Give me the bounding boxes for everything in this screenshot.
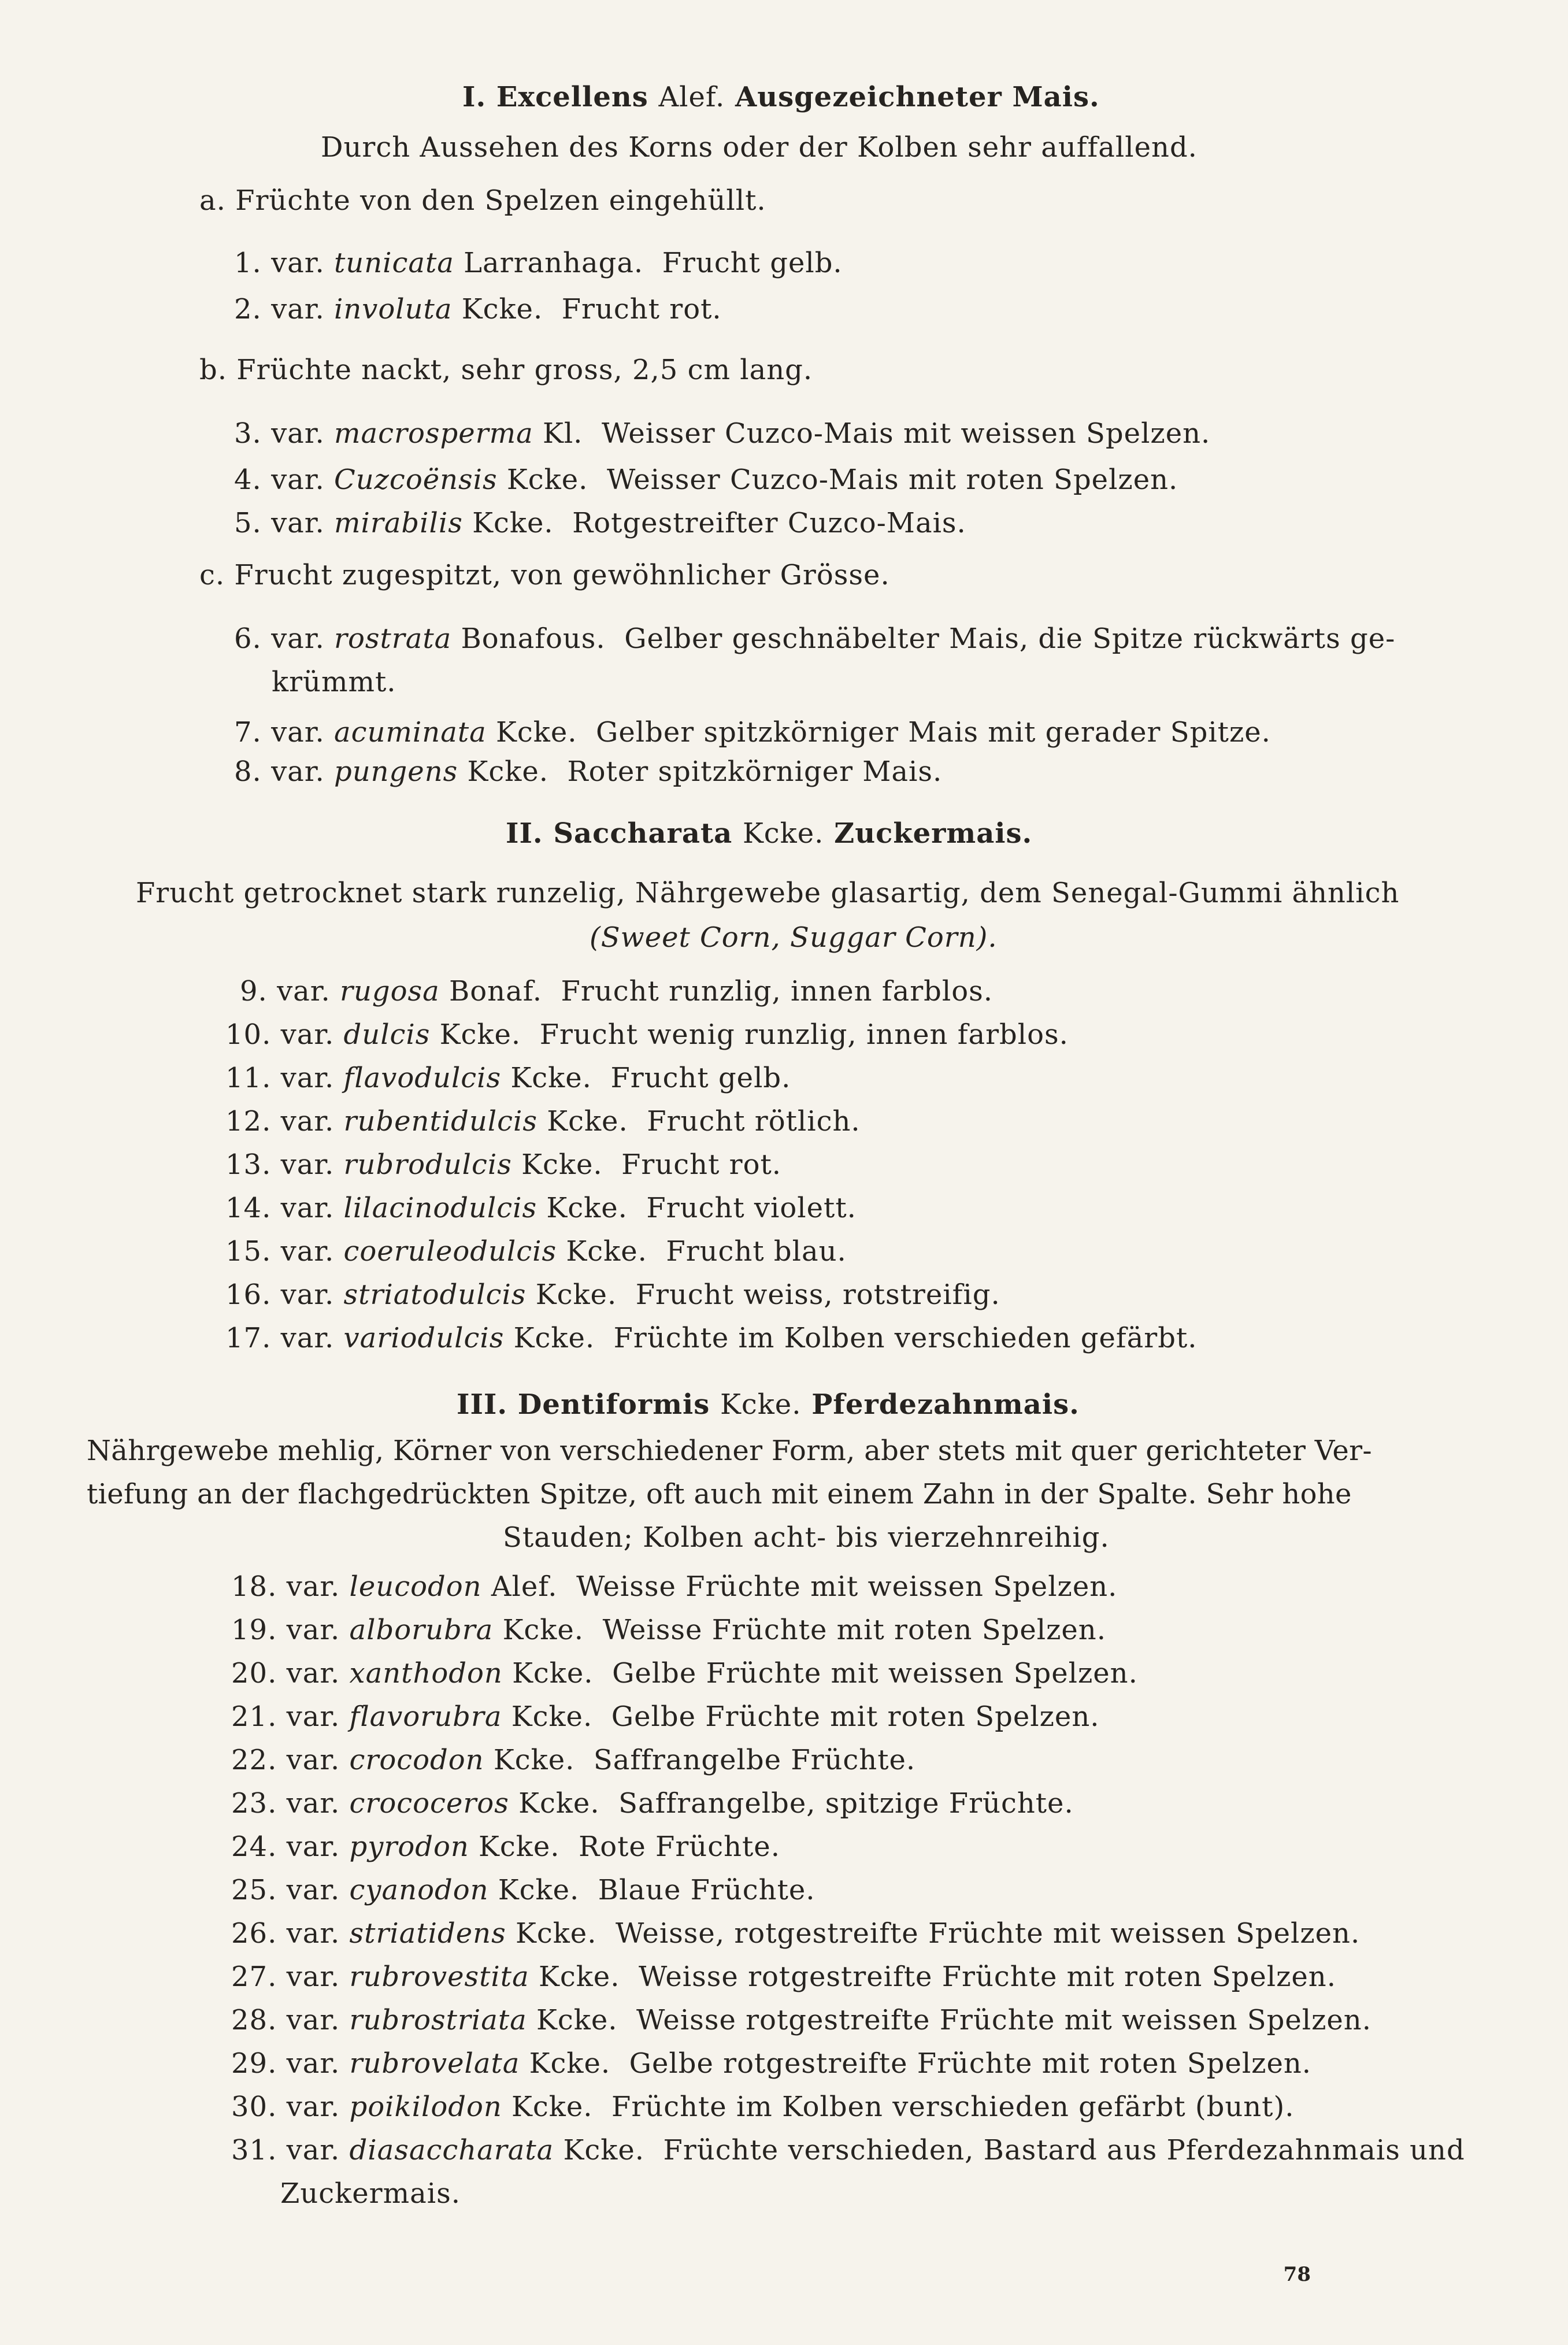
variety-entry: 5. var. mirabilis Kcke. Rotgestreifter Cuzco-Mais. (234, 507, 966, 539)
page-number: 78 (1283, 2263, 1311, 2286)
variety-entry-continuation: krümmt. (272, 666, 396, 698)
group-heading: b. Früchte nackt, sehr gross, 2,5 cm lang. (199, 354, 813, 386)
variety-name: crococeros (349, 1787, 509, 1820)
variety-entry: 22. var. crocodon Kcke. Saffrangelbe Früchte. (231, 1744, 916, 1776)
section-author: Alef. (658, 81, 725, 113)
section-heading-3 (457, 1387, 1080, 1422)
variety-entry: 9. var. rugosa Bonaf. Frucht runzlig, innen farblos. (240, 975, 993, 1007)
variety-entry: 3. var. macrosperma Kl. Weisser Cuzco-Mais mit weissen Spelzen. (234, 417, 1211, 450)
variety-entry: 2. var. involuta Kcke. Frucht rot. (234, 293, 722, 325)
variety-name: lilacinodulcis (343, 1192, 538, 1224)
variety-name: cyanodon (349, 1874, 489, 1906)
variety-name: involuta (334, 293, 453, 325)
variety-entry: 26. var. striatidens Kcke. Weisse, rotgestreifte Früchte mit weissen Spelzen. (231, 1917, 1361, 1950)
variety-entry: 31. var. diasaccharata Kcke. Früchte verschieden, Bastard aus Pferdezahnmais und (231, 2134, 1465, 2166)
variety-name: rubrodulcis (343, 1149, 512, 1181)
section-description-continuation: (Sweet Corn, Suggar Corn). (590, 921, 998, 954)
group-heading: a. Früchte von den Spelzen eingehüllt. (199, 184, 766, 217)
variety-entry: 18. var. leucodon Alef. Weisse Früchte mit weissen Spelzen. (231, 1570, 1118, 1603)
variety-name: rubentidulcis (343, 1105, 538, 1138)
variety-entry: 25. var. cyanodon Kcke. Blaue Früchte. (231, 1874, 815, 1906)
variety-name: macrosperma (334, 417, 533, 450)
variety-name: Cuzcoënsis (334, 464, 498, 496)
variety-name: alborubra (349, 1614, 494, 1646)
variety-entry: 16. var. striatodulcis Kcke. Frucht weiss, rotstreifig. (225, 1279, 1000, 1311)
variety-entry: 24. var. pyrodon Kcke. Rote Früchte. (231, 1831, 780, 1863)
variety-name: leucodon (349, 1570, 482, 1603)
section-heading-2 (506, 816, 1032, 851)
variety-entry: 23. var. crococeros Kcke. Saffrangelbe, spitzige Früchte. (231, 1787, 1074, 1820)
variety-name: tunicata (334, 247, 454, 279)
variety-entry: 6. var. rostrata Bonafous. Gelber geschnäbelter Mais, die Spitze rückwärts ge- (234, 623, 1396, 655)
section-heading-1 (462, 80, 1100, 114)
variety-name: rubrovelata (349, 2047, 520, 2080)
variety-entry: 29. var. rubrovelata Kcke. Gelbe rotgestreifte Früchte mit roten Spelzen. (231, 2047, 1312, 2080)
variety-entry: 13. var. rubrodulcis Kcke. Frucht rot. (225, 1149, 782, 1181)
variety-entry: 20. var. xanthodon Kcke. Gelbe Früchte mit weissen Spelzen. (231, 1657, 1138, 1690)
variety-name: acuminata (334, 716, 487, 749)
variety-entry: 4. var. Cuzcoënsis Kcke. Weisser Cuzco-Mais mit roten Spelzen. (234, 464, 1178, 496)
variety-entry: 12. var. rubentidulcis Kcke. Frucht rötlich. (225, 1105, 861, 1138)
variety-name: striatodulcis (343, 1279, 527, 1311)
section-description: Stauden; Kolben acht- bis vierzehnreihig. (503, 1521, 1110, 1554)
variety-name: flavorubra (349, 1701, 502, 1733)
section-common-name: Zuckermais. (834, 817, 1033, 850)
variety-entry: 15. var. coeruleodulcis Kcke. Frucht blau. (225, 1235, 847, 1268)
variety-name: crocodon (349, 1744, 484, 1776)
variety-entry: 14. var. lilacinodulcis Kcke. Frucht violett. (225, 1192, 857, 1224)
variety-entry: 7. var. acuminata Kcke. Gelber spitzkörniger Mais mit gerader Spitze. (234, 716, 1271, 749)
variety-name: striatidens (349, 1917, 506, 1950)
section-description: Frucht getrocknet stark runzelig, Nährgewebe glasartig, dem Senegal-Gummi ähnlich (136, 877, 1400, 909)
variety-entry: 19. var. alborubra Kcke. Weisse Früchte mit roten Spelzen. (231, 1614, 1106, 1646)
variety-entry: 28. var. rubrostriata Kcke. Weisse rotgestreifte Früchte mit weissen Spelzen. (231, 2004, 1371, 2036)
variety-entry: 27. var. rubrovestita Kcke. Weisse rotgestreifte Früchte mit roten Spelzen. (231, 1961, 1336, 1993)
variety-name: mirabilis (334, 507, 463, 539)
variety-name: rostrata (334, 623, 452, 655)
variety-name: pungens (334, 755, 458, 788)
variety-entry: 30. var. poikilodon Kcke. Früchte im Kolben verschieden gefärbt (bunt). (231, 2091, 1295, 2123)
section-title: III. Dentiformis (457, 1388, 710, 1421)
section-description: tiefung an der flachgedrückten Spitze, oft auch mit einem Zahn in der Spalte. Sehr hohe (87, 1478, 1352, 1510)
variety-name: dulcis (343, 1018, 431, 1051)
variety-entry: 1. var. tunicata Larranhaga. Frucht gelb. (234, 247, 843, 279)
variety-name: diasaccharata (349, 2134, 554, 2166)
variety-entry: 17. var. variodulcis Kcke. Früchte im Kolben verschieden gefärbt. (225, 1322, 1198, 1354)
variety-name: variodulcis (343, 1322, 505, 1354)
section-title: II. Saccharata (506, 817, 733, 850)
section-common-name: Ausgezeichneter Mais. (735, 81, 1100, 113)
variety-name: poikilodon (349, 2091, 502, 2123)
section-description: Nährgewebe mehlig, Körner von verschiedener Form, aber stets mit quer gerichteter Ver- (87, 1435, 1372, 1467)
variety-name: flavodulcis (343, 1062, 502, 1094)
variety-name: xanthodon (349, 1657, 503, 1690)
section-author: Kcke. (742, 817, 824, 850)
variety-name: rubrostriata (349, 2004, 527, 2036)
group-heading: c. Frucht zugespitzt, von gewöhnlicher Grösse. (199, 559, 890, 591)
variety-entry: 21. var. flavorubra Kcke. Gelbe Früchte mit roten Spelzen. (231, 1701, 1100, 1733)
variety-entry-continuation: Zuckermais. (280, 2177, 461, 2210)
variety-name: pyrodon (349, 1831, 469, 1863)
variety-entry: 11. var. flavodulcis Kcke. Frucht gelb. (225, 1062, 791, 1094)
variety-name: rubrovestita (349, 1961, 529, 1993)
variety-name: rugosa (340, 975, 440, 1007)
variety-entry: 8. var. pungens Kcke. Roter spitzkörniger Mais. (234, 755, 943, 788)
section-common-name: Pferdezahnmais. (811, 1388, 1080, 1421)
variety-entry: 10. var. dulcis Kcke. Frucht wenig runzlig, innen farblos. (225, 1018, 1069, 1051)
section-title: I. Excellens (462, 81, 648, 113)
section-author: Kcke. (720, 1388, 802, 1421)
section-description: Durch Aussehen des Korns oder der Kolben sehr auffallend. (321, 131, 1198, 164)
variety-name: coeruleodulcis (343, 1235, 557, 1268)
